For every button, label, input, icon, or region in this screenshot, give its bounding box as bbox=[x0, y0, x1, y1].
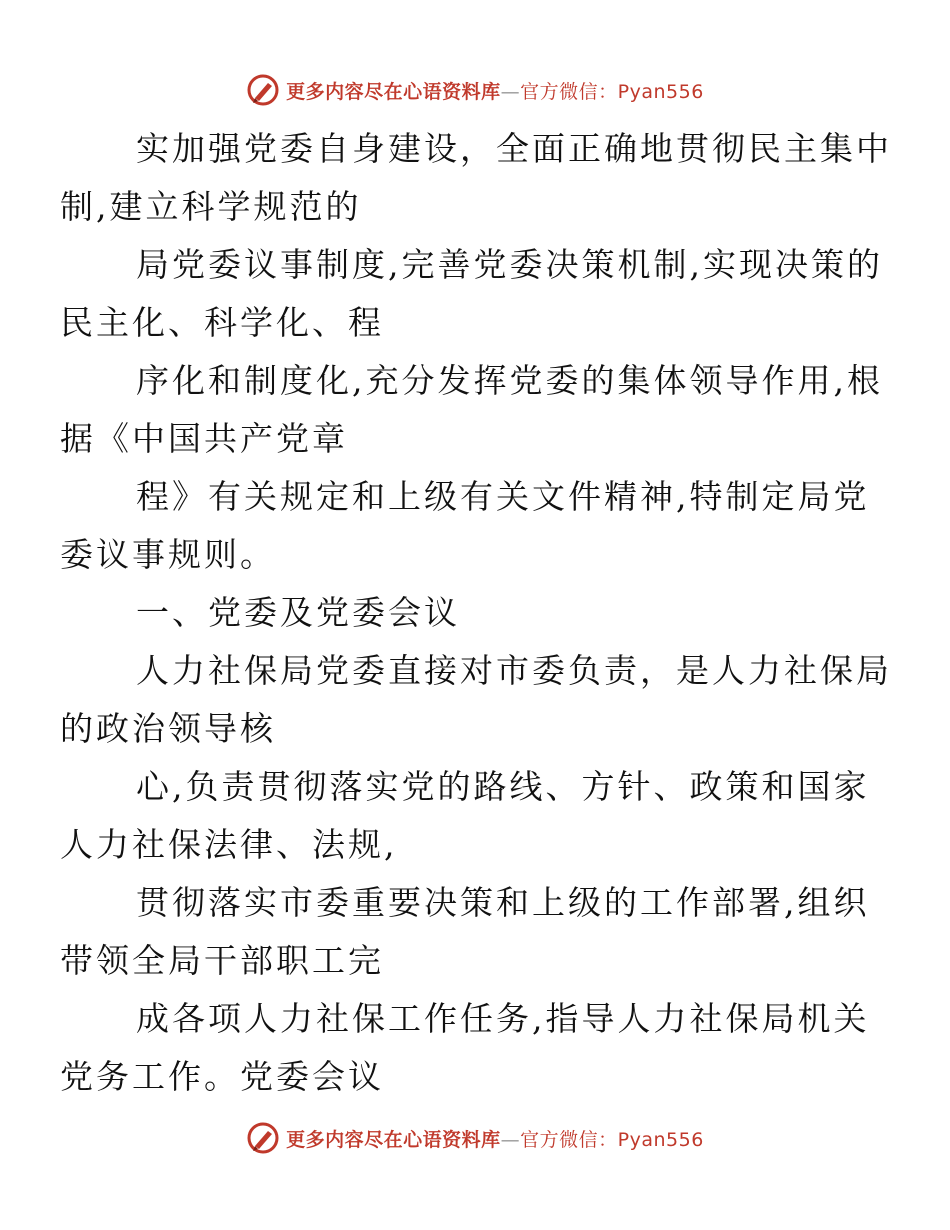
watermark-text bbox=[286, 77, 704, 104]
paragraph bbox=[60, 120, 892, 236]
paragraph-line-first: 程》有关规定和上级有关文件精神,特制定局党 bbox=[136, 477, 870, 516]
footer-watermark bbox=[0, 1118, 950, 1158]
paragraph-line-first: 贯彻落实市委重要决策和上级的工作部署,组织 bbox=[136, 883, 870, 922]
paragraph bbox=[60, 236, 883, 352]
watermark-separator: — bbox=[500, 80, 521, 103]
paragraph-line-first: 人力社保局党委直接对市委负责，是人力社保局 bbox=[136, 651, 892, 690]
header-watermark bbox=[0, 70, 950, 110]
pen-logo-icon bbox=[246, 1121, 280, 1155]
paragraph-line-continuation: 带领全局干部职工完 bbox=[60, 941, 384, 980]
section-heading-text: 一、党委及党委会议 bbox=[136, 593, 460, 632]
paragraph bbox=[60, 468, 870, 584]
watermark-text bbox=[286, 1125, 704, 1152]
pen-logo-icon bbox=[246, 73, 280, 107]
paragraph bbox=[60, 642, 892, 758]
document-body bbox=[60, 120, 892, 1106]
paragraph-line-continuation: 制,建立科学规范的 bbox=[60, 187, 362, 226]
watermark-separator: — bbox=[500, 1128, 521, 1151]
watermark-main-text: 更多内容尽在心语资料库 bbox=[286, 80, 501, 103]
paragraph-line-first: 实加强党委自身建设，全面正确地贯彻民主集中 bbox=[136, 129, 892, 168]
paragraph-line-continuation: 据《中国共产党章 bbox=[60, 419, 348, 458]
watermark-contact-text: 官方微信：Pyan556 bbox=[520, 80, 704, 103]
paragraph bbox=[60, 352, 883, 468]
paragraph-line-continuation: 的政治领导核 bbox=[60, 709, 276, 748]
paragraph-line-first: 局党委议事制度,完善党委决策机制,实现决策的 bbox=[136, 245, 883, 284]
paragraph-line-first: 成各项人力社保工作任务,指导人力社保局机关 bbox=[136, 999, 870, 1038]
paragraph-line-continuation: 民主化、科学化、程 bbox=[60, 303, 384, 342]
paragraph-line-first: 序化和制度化,充分发挥党委的集体领导作用,根 bbox=[136, 361, 883, 400]
watermark-main-text: 更多内容尽在心语资料库 bbox=[286, 1128, 501, 1151]
watermark-contact-text: 官方微信：Pyan556 bbox=[520, 1128, 704, 1151]
paragraph bbox=[60, 758, 870, 874]
paragraph bbox=[60, 990, 870, 1106]
section-heading bbox=[98, 584, 858, 642]
paragraph-line-continuation: 人力社保法律、法规, bbox=[60, 825, 398, 864]
paragraph bbox=[60, 874, 870, 990]
paragraph-line-first: 心,负责贯彻落实党的路线、方针、政策和国家 bbox=[136, 767, 870, 806]
paragraph-line-continuation: 委议事规则。 bbox=[60, 535, 276, 574]
paragraph-line-continuation: 党务工作。党委会议 bbox=[60, 1057, 384, 1096]
